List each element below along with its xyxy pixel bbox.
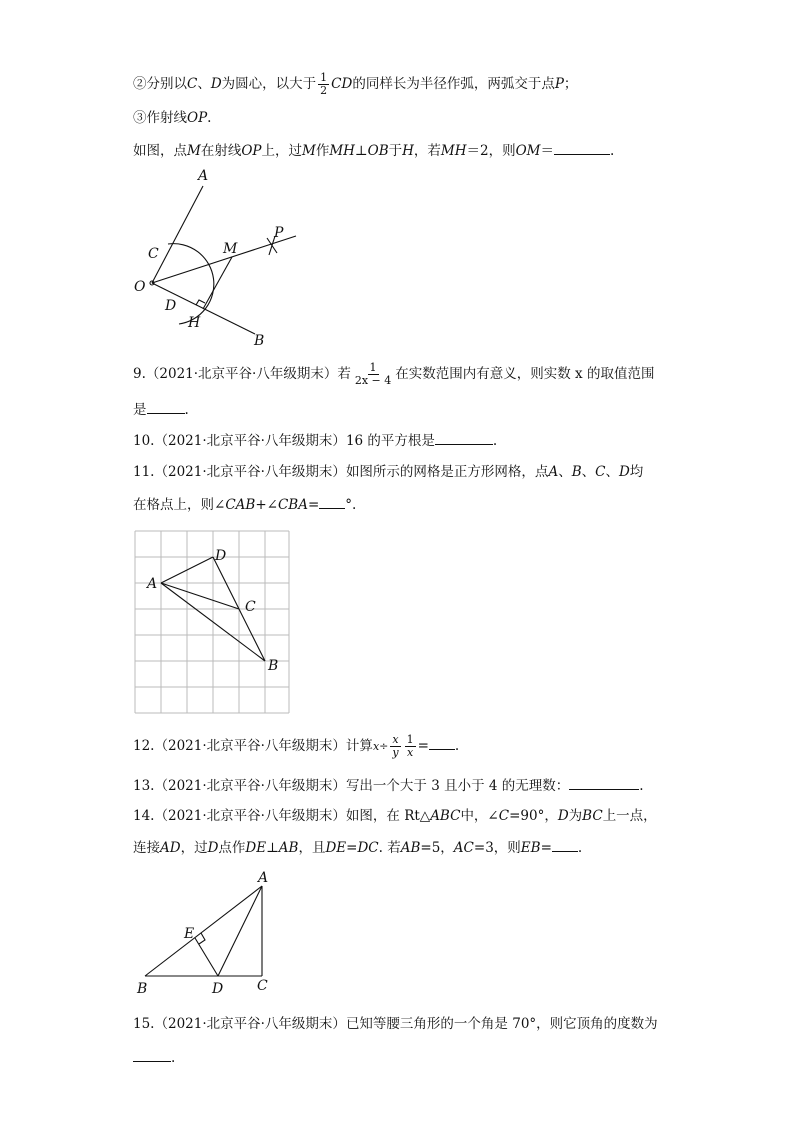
segment-ab	[161, 583, 265, 661]
fraction-x-over-y: $\frac{x}{y}$	[392, 733, 399, 759]
label-o: O	[134, 279, 146, 295]
ray-oa	[152, 186, 203, 283]
q8-text: 如图，点M在射线OP上，过M作MH⊥OB于H，若MH＝2，则OM＝ .	[133, 140, 614, 161]
answer-blank[interactable]	[429, 735, 455, 750]
arc-mark-2	[269, 236, 275, 255]
half-fraction: $\frac{1}{2}$	[320, 71, 328, 97]
q12-line: 12.（2021·北京平谷·八年级期末）计算x÷ $\frac{x}{y}$ $\frac{1}{x}$ = .	[133, 733, 460, 759]
answer-blank[interactable]	[319, 494, 345, 509]
label-c: C	[148, 246, 159, 262]
q9-fraction: $\frac{1}{2x - 4}$	[354, 361, 392, 387]
label-d: D	[165, 298, 177, 314]
label-m: M	[223, 241, 238, 257]
label-d: D	[212, 981, 224, 997]
q14-line2: 连接AD，过D点作DE⊥AB，且DE=DC. 若AB=5，AC=3，则EB= .	[133, 837, 582, 858]
q10-line: 10.（2021·北京平谷·八年级期末）16 的平方根是 .	[133, 430, 497, 451]
q11-line2: 在格点上，则∠CAB+∠CBA= °.	[133, 494, 356, 515]
q11-line1: 11.（2021·北京平谷·八年级期末）如图所示的网格是正方形网格，点A、B、C、D均	[133, 464, 644, 480]
label-a: A	[258, 870, 269, 886]
step3-line: ③作射线OP.	[133, 110, 212, 126]
right-angle-mark-h	[196, 300, 205, 305]
q15-line2: .	[133, 1047, 175, 1068]
label-a: A	[147, 576, 158, 592]
fraction-1-over-x: $\frac{1}{x}$	[406, 733, 414, 759]
segment-ad	[161, 557, 213, 583]
point-o	[150, 281, 154, 285]
label-e: E	[184, 926, 195, 942]
right-angle-mark-e	[199, 933, 205, 944]
answer-blank[interactable]	[552, 837, 578, 852]
q15-line1: 15.（2021·北京平谷·八年级期末）已知等腰三角形的一个角是 70°，则它顶角的度数为	[133, 1016, 658, 1032]
answer-blank[interactable]	[147, 399, 185, 414]
square-grid	[135, 531, 289, 713]
step2-line: ②分别以C、D为圆心，以大于 $\frac{1}{2}$ CD的同样长为半径作弧，两弧交于点P；	[133, 71, 578, 97]
arc-mark-1	[267, 238, 277, 253]
ray-op	[152, 236, 296, 283]
label-b: B	[254, 333, 265, 349]
segment-mh	[203, 257, 232, 309]
segment-ab	[145, 886, 262, 976]
q9-line1: 9.（2021·北京平谷·八年级期末）若 $\frac{1}{2x - 4}$ 在实数范围内有意义，则实数 x 的取值范围	[133, 361, 655, 387]
label-c: C	[245, 599, 256, 615]
segment-de	[195, 938, 218, 976]
answer-blank[interactable]	[554, 140, 610, 155]
label-b: B	[268, 658, 279, 674]
answer-blank[interactable]	[435, 430, 493, 445]
label-a: A	[198, 168, 209, 184]
q13-line: 13.（2021·北京平谷·八年级期末）写出一个大于 3 且小于 4 的无理数： .	[133, 775, 644, 796]
label-h: H	[188, 315, 201, 331]
q9-line2: 是 .	[133, 399, 189, 420]
label-d: D	[215, 548, 227, 564]
label-b: B	[137, 981, 148, 997]
label-p: P	[274, 225, 284, 241]
segment-ad	[218, 886, 262, 976]
answer-blank[interactable]	[569, 775, 639, 790]
segment-ac	[161, 583, 239, 609]
label-c: C	[257, 978, 268, 994]
answer-blank[interactable]	[133, 1047, 171, 1062]
q14-line1: 14.（2021·北京平谷·八年级期末）如图，在 Rt△ABC中，∠C=90°，D为BC上一点，	[133, 808, 657, 824]
segment-db	[213, 557, 265, 661]
arc-cd	[168, 244, 214, 324]
ray-ob	[152, 283, 255, 334]
